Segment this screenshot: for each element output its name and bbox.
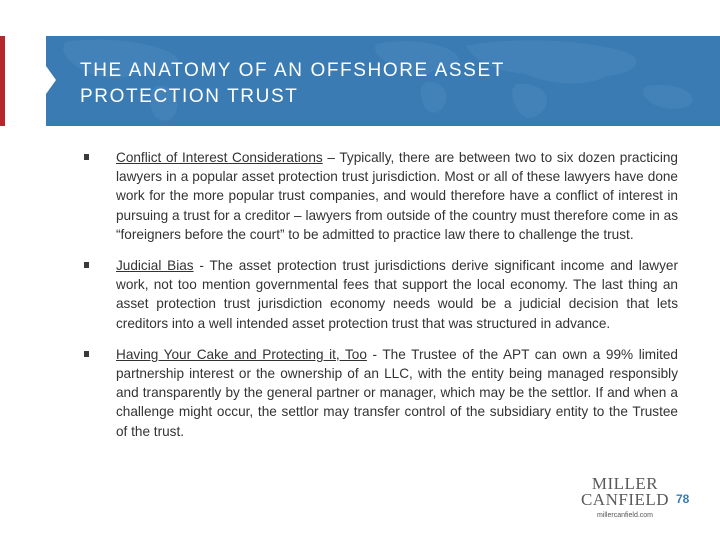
bullet-term: Having Your Cake and Protecting it, Too xyxy=(116,346,367,362)
miller-canfield-logo xyxy=(580,476,670,524)
bullet-conflict-of-interest xyxy=(82,148,678,244)
bullet-judicial-bias xyxy=(82,256,678,333)
bullet-text: - The Trustee of the APT can own a 99% limited partnership interest or the ownership of an LLC, with the entity being managed responsibly and transparently by the general partner or manager, which may be the settlor. If and when a challenge might occur, the settlor may transfer control of the subsidiary entity to the Trustee of the trust. xyxy=(116,346,678,439)
banner-notch xyxy=(46,66,56,94)
bullet-term: Conflict of Interest Considerations xyxy=(116,150,323,165)
square-bullet-icon xyxy=(84,351,89,357)
title-line-2: PROTECTION TRUST xyxy=(80,86,299,107)
page-title xyxy=(80,58,640,110)
title-line-1: THE ANATOMY OF AN OFFSHORE ASSET xyxy=(80,60,505,81)
logo-url: millercanfield.com xyxy=(596,512,654,519)
square-bullet-icon xyxy=(84,154,89,160)
square-bullet-icon xyxy=(84,262,89,268)
accent-bar xyxy=(0,36,5,126)
logo-line-1: MILLER xyxy=(591,474,659,493)
bullet-term: Judicial Bias xyxy=(116,258,194,274)
bullet-list xyxy=(82,148,678,453)
bullet-having-your-cake xyxy=(82,345,678,441)
page-number: 78 xyxy=(676,492,690,506)
logo-line-2: CANFIELD xyxy=(580,490,670,509)
bullet-text: – Typically, there are between two to six dozen practicing lawyers in a popular asset protection trust jurisdiction. Most or all of these lawyers have done work for the more popular trust companies, and would therefore have a conflict of interest in pursuing a trust for a creditor – lawyers from outside of the country must therefore come in as “foreigners before the court” to be admitted to practice law there to challenge the trust. xyxy=(116,150,678,242)
bullet-text: - The asset protection trust jurisdictions derive significant income and lawyer work, not too mention governmental fees that support the local economy. The last thing an asset protection trust jurisdiction economy needs would be a judicial decision that lets creditors into a well intended asset protection trust that was structured in advance. xyxy=(116,258,678,331)
